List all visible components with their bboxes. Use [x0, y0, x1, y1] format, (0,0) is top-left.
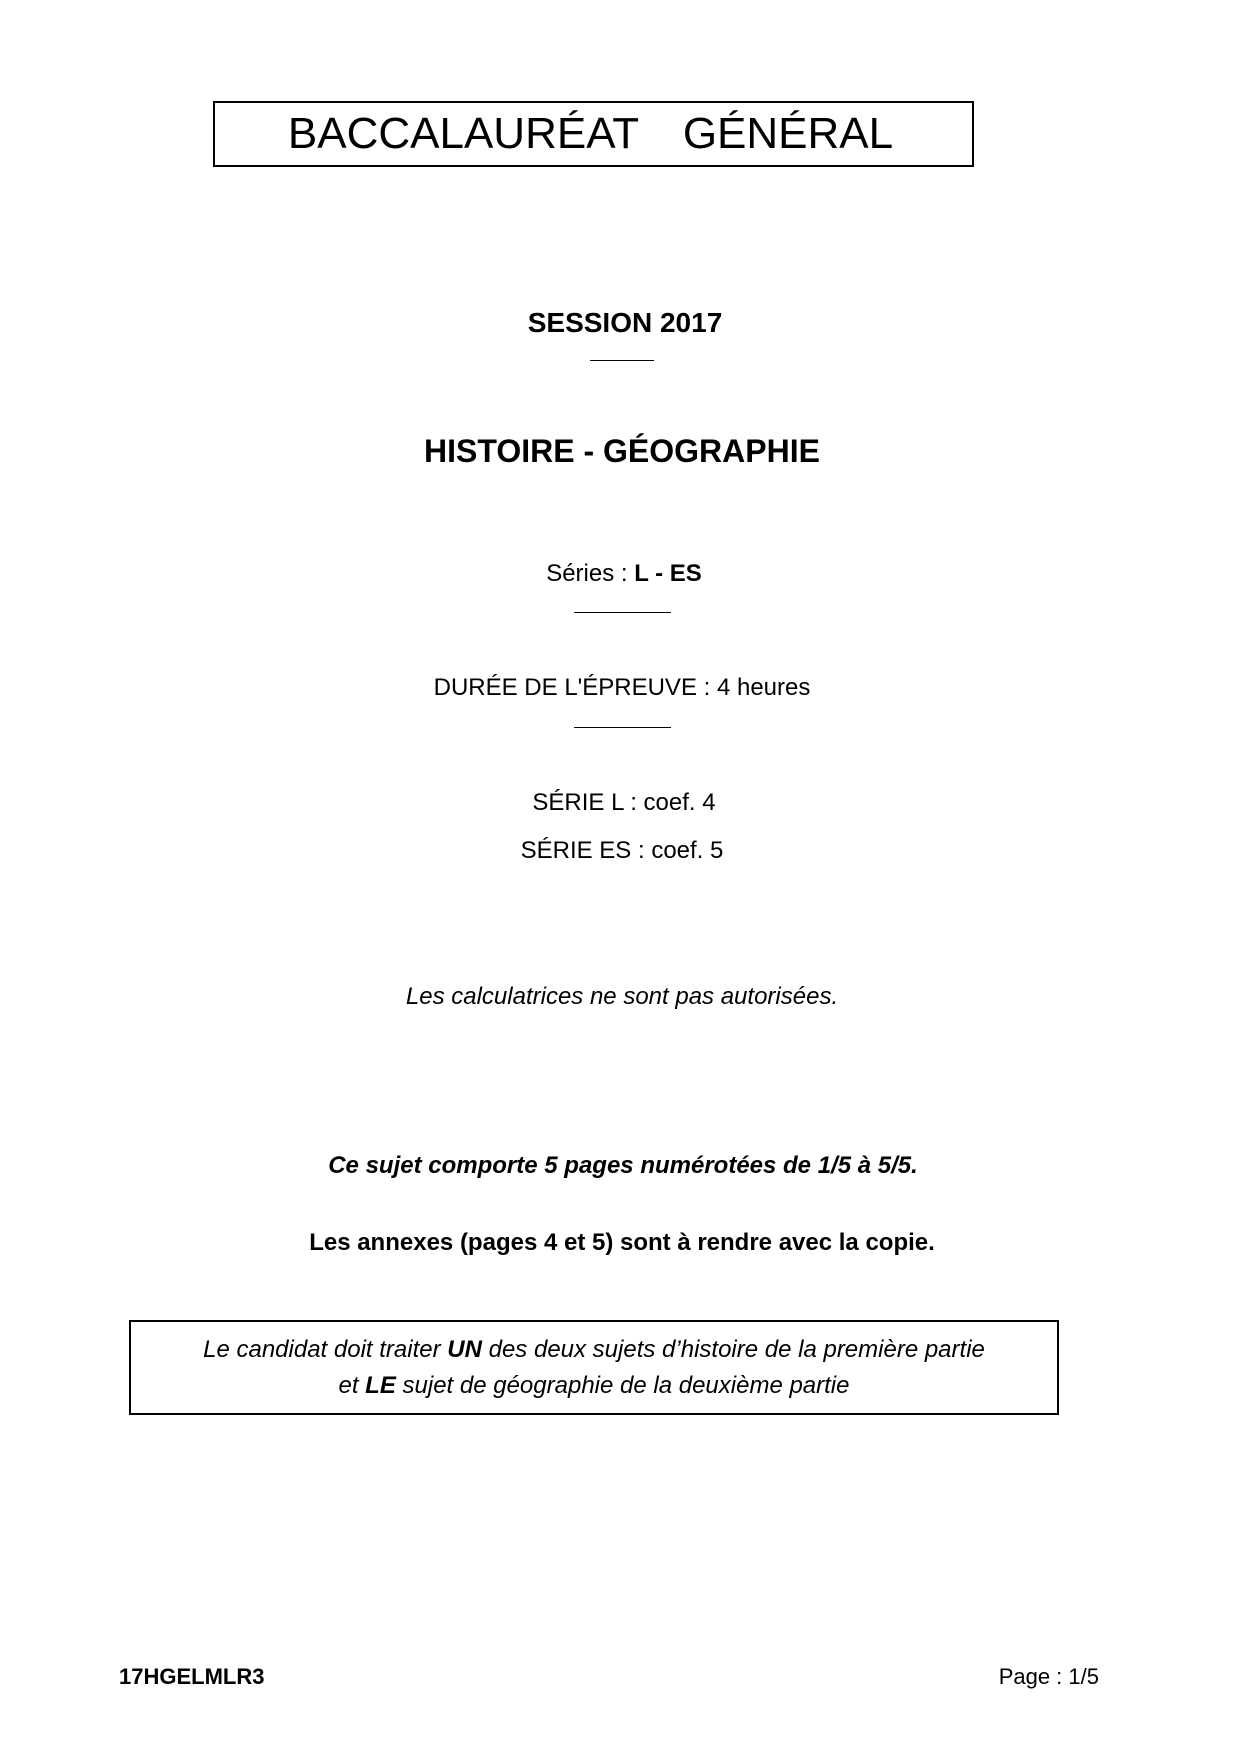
instructions-line-2-after: sujet de géographie de la deuxième partie — [395, 1372, 850, 1399]
footer-exam-code: 17HGELMLR3 — [119, 1664, 265, 1689]
session-label: SESSION 2017 — [527, 307, 723, 338]
divider-session — [590, 360, 654, 361]
exam-title-box — [213, 101, 974, 167]
coefficient-serie-l: SÉRIE L : coef. 4 — [532, 789, 716, 816]
instructions-line-1-bold: UN — [447, 1336, 482, 1363]
instructions-line-1-before: Le candidat doit traiter — [203, 1336, 448, 1363]
footer-page-number: Page : 1/5 — [998, 1664, 1099, 1689]
instructions-line-2 — [131, 1368, 1057, 1404]
coefficient-serie-es: SÉRIE ES : coef. 5 — [520, 837, 724, 864]
duration-text: DURÉE DE L'ÉPREUVE : 4 heures — [433, 674, 811, 701]
instructions-box — [129, 1320, 1059, 1415]
exam-title: BACCALAURÉAT GÉNÉRAL — [287, 109, 894, 158]
instructions-line-1-after: des deux sujets d’histoire de la première partie — [481, 1336, 985, 1363]
page-count-notice: Ce sujet comporte 5 pages numérotées de 1/5 à 5/5. — [328, 1152, 918, 1179]
instructions-line-1 — [131, 1332, 1057, 1368]
divider-series — [574, 612, 671, 613]
calculator-notice: Les calculatrices ne sont pas autorisées. — [405, 983, 839, 1010]
instructions-line-2-before: et — [338, 1372, 366, 1399]
series-value: L - ES — [634, 560, 702, 587]
series-line — [4, 560, 1240, 588]
series-label: Séries : — [546, 560, 635, 587]
annexes-notice: Les annexes (pages 4 et 5) sont à rendre avec la copie. — [309, 1229, 935, 1256]
instructions-line-2-bold: LE — [365, 1372, 396, 1399]
subject-title: HISTOIRE - GÉOGRAPHIE — [424, 433, 820, 469]
divider-duration — [574, 727, 671, 728]
